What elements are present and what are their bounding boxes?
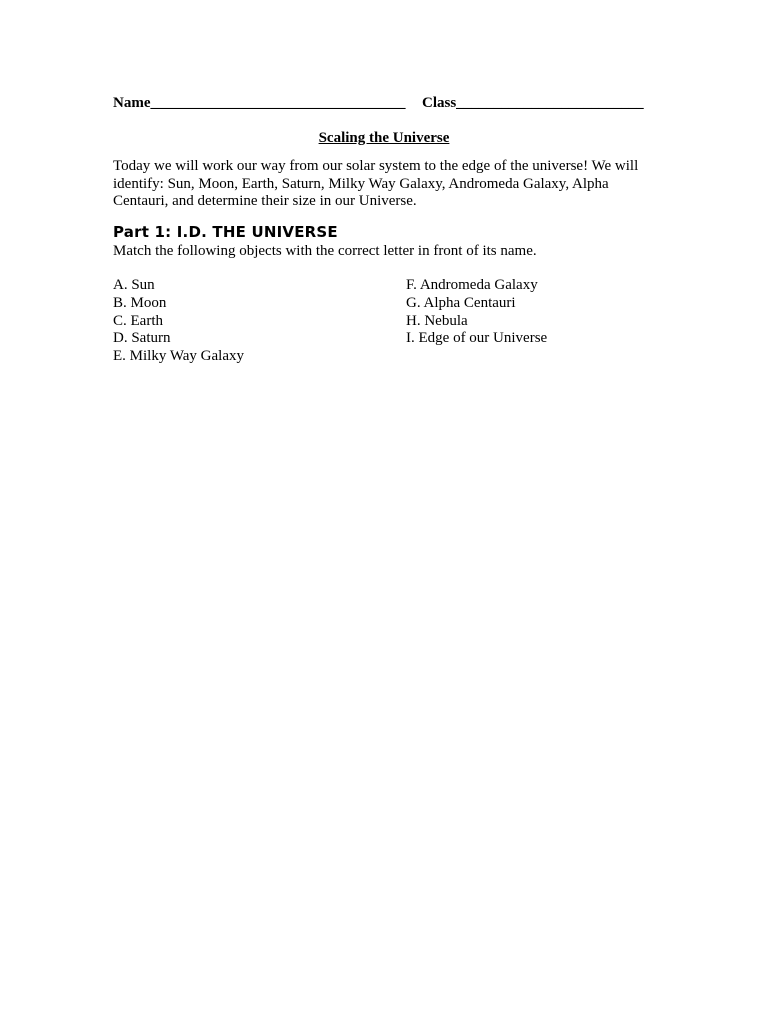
list-item-edge-universe: I. Edge of our Universe bbox=[406, 330, 548, 347]
list-item-alpha-centauri: G. Alpha Centauri bbox=[406, 294, 516, 311]
list-item-milky-way: E. Milky Way Galaxy bbox=[113, 348, 244, 365]
part1-instructions: Match the following objects with the correct letter in front of its name. bbox=[113, 243, 537, 259]
list-item-sun: A. Sun bbox=[113, 277, 155, 293]
list-item-nebula: H. Nebula bbox=[406, 312, 468, 329]
match-list-left bbox=[113, 277, 244, 366]
header-row bbox=[113, 93, 653, 113]
name-field: Name__________________________________ bbox=[113, 95, 406, 111]
match-list-right bbox=[406, 277, 547, 348]
class-field: Class_________________________ bbox=[422, 95, 644, 111]
document-title: Scaling the Universe bbox=[318, 130, 450, 146]
list-item-andromeda: F. Andromeda Galaxy bbox=[406, 277, 538, 293]
intro-paragraph: Today we will work our way from our solar system to the edge of the universe! We will identify: Sun, Moon, Earth, Saturn, Milky Way Galaxy, Andromeda Galaxy, Alpha Centauri, and determine their size in our Universe. bbox=[113, 158, 639, 209]
list-item-moon: B. Moon bbox=[113, 294, 167, 311]
list-item-saturn: D. Saturn bbox=[113, 330, 171, 347]
list-item-earth: C. Earth bbox=[113, 312, 163, 329]
part1-heading: Part 1: I.D. THE UNIVERSE bbox=[113, 223, 338, 241]
